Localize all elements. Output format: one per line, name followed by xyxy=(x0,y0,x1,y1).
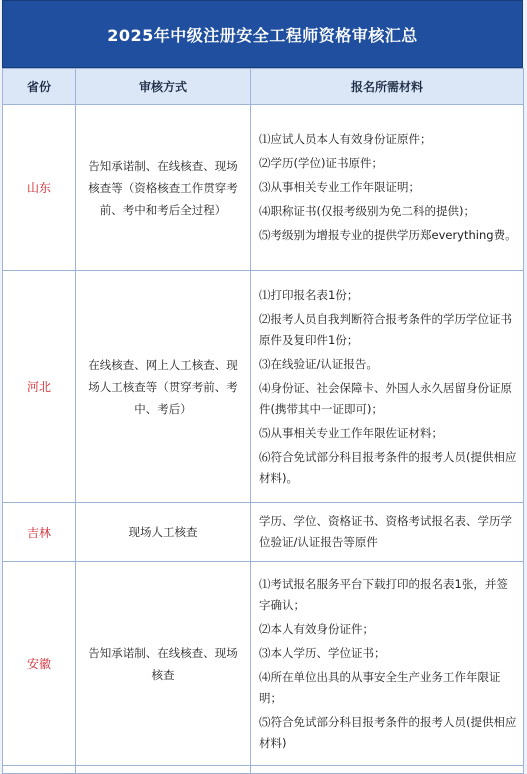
table-row xyxy=(3,562,524,766)
materials-cell xyxy=(251,105,524,271)
table-row xyxy=(3,503,524,562)
province-cell: 安徽 xyxy=(3,562,76,766)
material-item: ⑵报考人员自我判断符合报考条件的学历学位证书原件及复印件1份； xyxy=(259,311,512,347)
header-province: 省份 xyxy=(3,69,76,105)
table-title: 2025年中级注册安全工程师资格审核汇总 xyxy=(2,0,523,68)
method-cell: 告知承诺制、在线核查、现场核查 xyxy=(76,562,251,766)
material-item: ⑵学历(学位)证书原件； xyxy=(259,156,383,170)
material-item: ⑴应试人员本人有效身份证原件； xyxy=(259,132,432,146)
material-item: ⑷所在单位出具的从事安全生产业务工作年限证明； xyxy=(259,669,501,705)
review-summary-table xyxy=(2,68,524,774)
material-item: ⑶本人学历、学位证书； xyxy=(259,645,386,660)
table-row xyxy=(3,105,524,271)
material-item: ⑸考级别为增报专业的提供学历郑everything费。 xyxy=(259,228,517,242)
material-item: ⑹符合免试部分科目报考条件的报考人员(提供相应材料)。 xyxy=(259,449,517,485)
province-cell: 山东 xyxy=(3,105,76,271)
material-item: ⑷职称证书(仅报考级别为免二科的提供)； xyxy=(259,204,475,218)
material-item: ⑴打印报名表1份； xyxy=(259,287,359,302)
material-item: ⑷身份证、社会保障卡、外国人永久居留身份证原件(携带其中一证即可)； xyxy=(259,380,512,416)
province-cell: 河北 xyxy=(3,271,76,503)
method-cell: 现场人工核查 xyxy=(76,503,251,562)
material-item: ⑵本人有效身份证件； xyxy=(259,621,374,636)
header-row xyxy=(3,69,524,105)
material-item: ⑸从事相关专业工作年限佐证材料； xyxy=(259,425,443,440)
table-row xyxy=(3,766,524,774)
header-materials: 报名所需材料 xyxy=(251,69,524,105)
material-item: 学历、学位、资格证书、资格考试报名表、学历学位验证/认证报告等原件 xyxy=(259,514,512,549)
method-cell: 在线核查、网上人工核查、现场人工核查等（贯穿考前、考中、考后） xyxy=(76,271,251,503)
province-cell: 吉林 xyxy=(3,503,76,562)
materials-cell xyxy=(251,271,524,503)
table-row xyxy=(3,271,524,503)
material-item: ⑶在线验证/认证报告。 xyxy=(259,356,378,371)
materials-cell xyxy=(251,562,524,766)
method-cell: 告知承诺制、在线核查、现场核查等（资格核查工作贯穿考前、考中和考后全过程） xyxy=(76,105,251,271)
material-item: ⑴考试报名服务平台下载打印的报名表1张，并签字确认； xyxy=(259,576,508,612)
header-method: 审核方式 xyxy=(76,69,251,105)
material-item: ⑶从事相关专业工作年限证明； xyxy=(259,180,420,194)
material-item: ⑸符合免试部分科目报考条件的报考人员(提供相应材料) xyxy=(259,714,517,750)
materials-cell xyxy=(251,503,524,562)
